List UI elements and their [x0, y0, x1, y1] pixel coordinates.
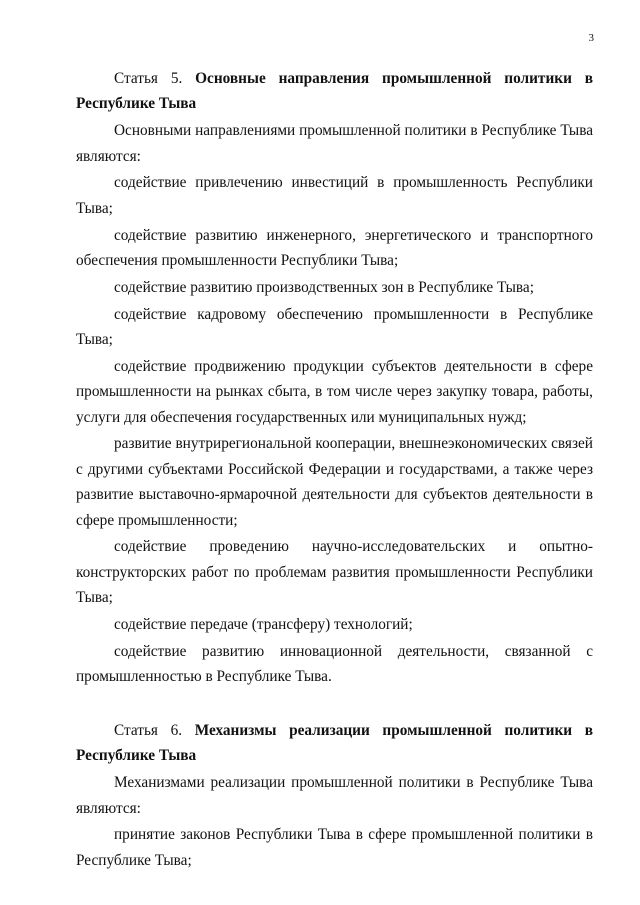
- article-5-item: содействие развитию инновационной деятельности, связанной с промышленностью в Республике Тыва.: [76, 642, 593, 686]
- article-5-item: содействие проведению научно-исследовательских и опытно-конструкторских работ по проблемам развития промышленности Республики Тыва;: [76, 538, 593, 607]
- article-6-label: Статья 6.: [114, 722, 183, 740]
- article-5-item: содействие кадровому обеспечению промышленности в Республике Тыва;: [76, 305, 593, 349]
- article-5-item: содействие развитию инженерного, энергетического и транспортного обеспечения промышленности Республики Тыва;: [76, 226, 593, 270]
- article-5-item: содействие развитию производственных зон в Республике Тыва;: [114, 278, 534, 296]
- article-5-heading: [76, 66, 593, 117]
- document-body: [76, 66, 593, 875]
- article-5-title: Основные направления промышленной политики в Республике Тыва: [76, 70, 593, 113]
- article-5-label: Статья 5.: [114, 70, 183, 87]
- article-5-item: содействие передаче (трансферу) технологий;: [114, 616, 413, 634]
- article-5-intro: Основными направлениями промышленной политики в Республике Тыва являются:: [76, 122, 593, 165]
- article-5-item: содействие продвижению продукции субъектов деятельности в сфере промышленности на рынках сбыта, в том числе через закупку товара, работы, услуги для обеспечения государственных или муниципальных нужд;: [76, 357, 593, 426]
- article-5-item: содействие привлечению инвестиций в промышленность Республики Тыва;: [76, 174, 593, 217]
- article-6-item: принятие законов Республики Тыва в сфере промышленной политики в Республике Тыва;: [76, 826, 593, 869]
- article-6-heading: [76, 718, 593, 769]
- article-5-item: развитие внутрирегиональной кооперации, внешнеэкономических связей с другими субъектами Российской Федерации и государствами, а также через развитие выставочно-ярмарочной деятельности для субъектов деятельности в сфере промышленности;: [76, 435, 593, 529]
- article-6-title: Механизмы реализации промышленной политики в Республике Тыва: [76, 722, 593, 765]
- section-spacer: [76, 691, 593, 718]
- article-6-intro: Механизмами реализации промышленной политики в Республике Тыва являются:: [76, 774, 593, 817]
- page-number: 3: [588, 32, 594, 44]
